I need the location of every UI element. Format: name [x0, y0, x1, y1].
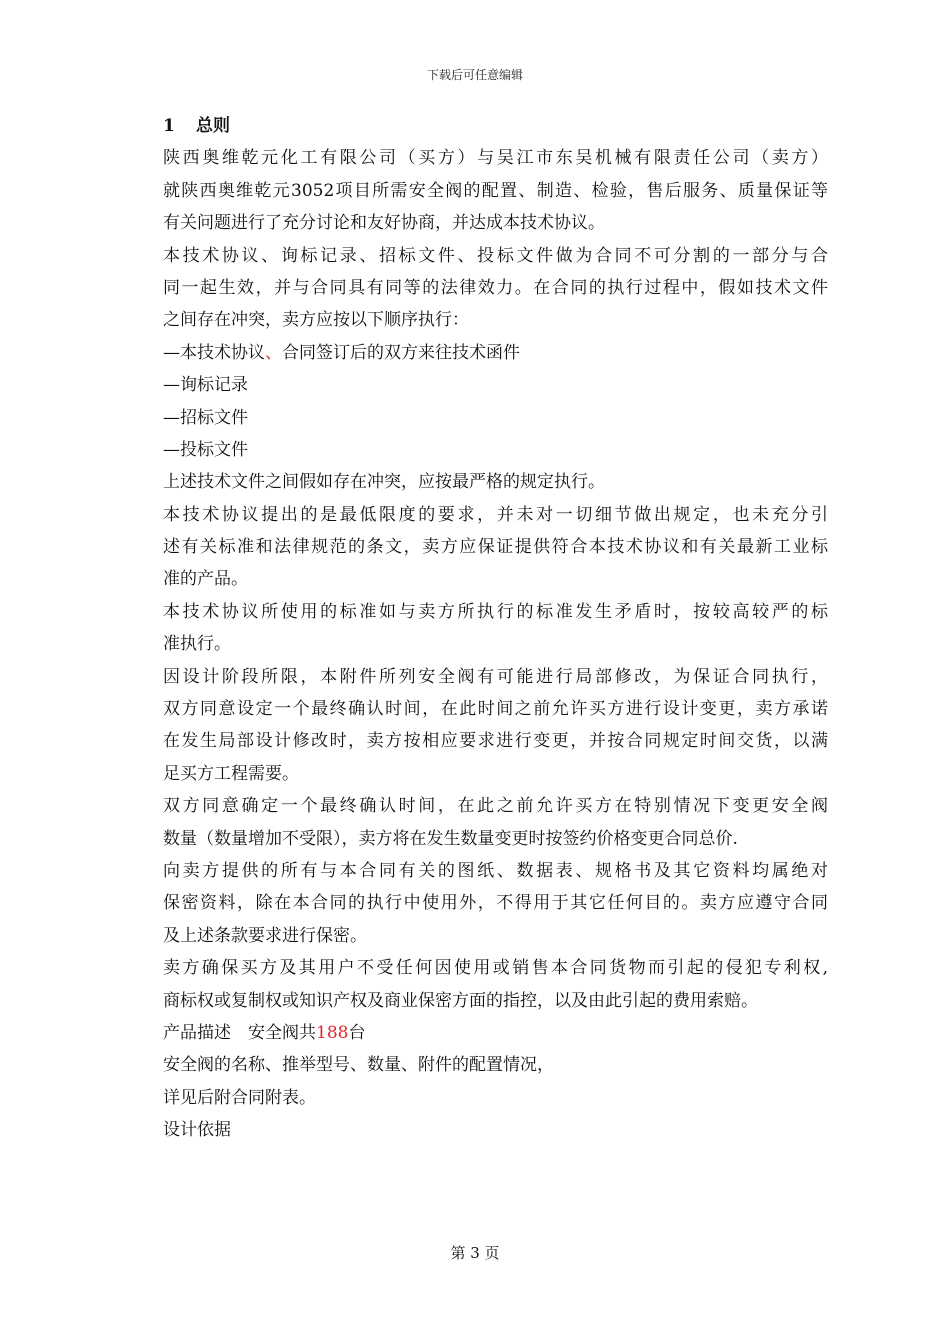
paragraph-line: 之间存在冲突，卖方应按以下顺序执行： — [163, 310, 469, 331]
paragraph-line: 保密资料，除在本合同的执行中使用外，不得用于其它任何目的。卖方应遵守合同 — [163, 893, 828, 914]
section-number: 1 — [163, 116, 175, 136]
paragraph-line: 足买方工程需要。 — [163, 763, 299, 784]
paragraph-line: 本技术协议提出的是最低限度的要求，并未对一切细节做出规定，也未充分引 — [163, 504, 828, 525]
list-item — [163, 337, 828, 369]
list-item: —询标记录 — [163, 375, 248, 396]
product-label: 产品描述 安全阀共 — [163, 1022, 316, 1043]
paragraph-line: 向卖方提供的所有与本合同有关的图纸、数据表、规格书及其它资料均属绝对 — [163, 860, 828, 881]
list-item-text: —本技术协议 — [163, 342, 265, 363]
paragraph-line: 就陕西奥维乾元3052项目所需安全阀的配置、制造、检验，售后服务、质量保证等 — [163, 180, 828, 201]
product-count: 188 — [316, 1022, 349, 1043]
list-item: —招标文件 — [163, 407, 248, 428]
paragraph-line: 有关问题进行了充分讨论和友好协商，并达成本技术协议。 — [163, 213, 605, 234]
list-item-separator: 、 — [265, 342, 282, 363]
list-item-text: 合同签订后的双方来往技术函件 — [282, 342, 520, 363]
subheading: 设计依据 — [163, 1120, 231, 1141]
paragraph-line: 上述技术文件之间假如存在冲突，应按最严格的规定执行。 — [163, 472, 605, 493]
paragraph-line: 双方同意设定一个最终确认时间，在此时间之前允许买方进行设计变更，卖方承诺 — [163, 699, 828, 720]
paragraph-line: 述有关标准和法律规范的条文，卖方应保证提供符合本技术协议和有关最新工业标 — [163, 537, 828, 558]
paragraph-line: 陕西奥维乾元化工有限公司（买方）与吴江市东吴机械有限责任公司（卖方） — [163, 148, 828, 169]
section-title: 总则 — [196, 116, 230, 136]
page-number: 第 3 页 — [450, 1244, 500, 1262]
paragraph-line: 及上述条款要求进行保密。 — [163, 925, 367, 946]
paragraph-line: 在发生局部设计修改时，卖方按相应要求进行变更，并按合同规定时间交货，以满 — [163, 731, 828, 752]
product-unit: 台 — [348, 1022, 366, 1043]
paragraph-line: 本技术协议所使用的标准如与卖方所执行的标准发生矛盾时，按较高较严的标 — [163, 601, 828, 622]
paragraph-line: 数量（数量增加不受限），卖方将在发生数量变更时按签约价格变更合同总价. — [163, 828, 738, 849]
document-body — [163, 110, 828, 1147]
section-heading — [163, 110, 828, 142]
page-header: 下载后可任意编辑 — [426, 68, 523, 82]
paragraph-line: 卖方确保买方及其用户不受任何因使用或销售本合同货物而引起的侵犯专利权, — [163, 958, 828, 979]
product-description — [163, 1017, 828, 1049]
paragraph-line: 准执行。 — [163, 634, 231, 655]
paragraph-line: 详见后附合同附表。 — [163, 1087, 316, 1108]
paragraph-line: 因设计阶段所限，本附件所列安全阀有可能进行局部修改，为保证合同执行， — [163, 666, 828, 687]
paragraph-line: 准的产品。 — [163, 569, 248, 590]
paragraph-line: 本技术协议、询标记录、招标文件、投标文件做为合同不可分割的一部分与合 — [163, 245, 828, 266]
paragraph-line: 商标权或复制权或知识产权及商业保密方面的指控，以及由此引起的费用索赔。 — [163, 990, 758, 1011]
paragraph-line: 安全阀的名称、推举型号、数量、附件的配置情况， — [163, 1055, 554, 1076]
paragraph-line: 同一起生效，并与合同具有同等的法律效力。在合同的执行过程中，假如技术文件 — [163, 277, 828, 298]
paragraph-line: 双方同意确定一个最终确认时间，在此之前允许买方在特别情况下变更安全阀 — [163, 796, 828, 817]
list-item: —投标文件 — [163, 439, 248, 460]
